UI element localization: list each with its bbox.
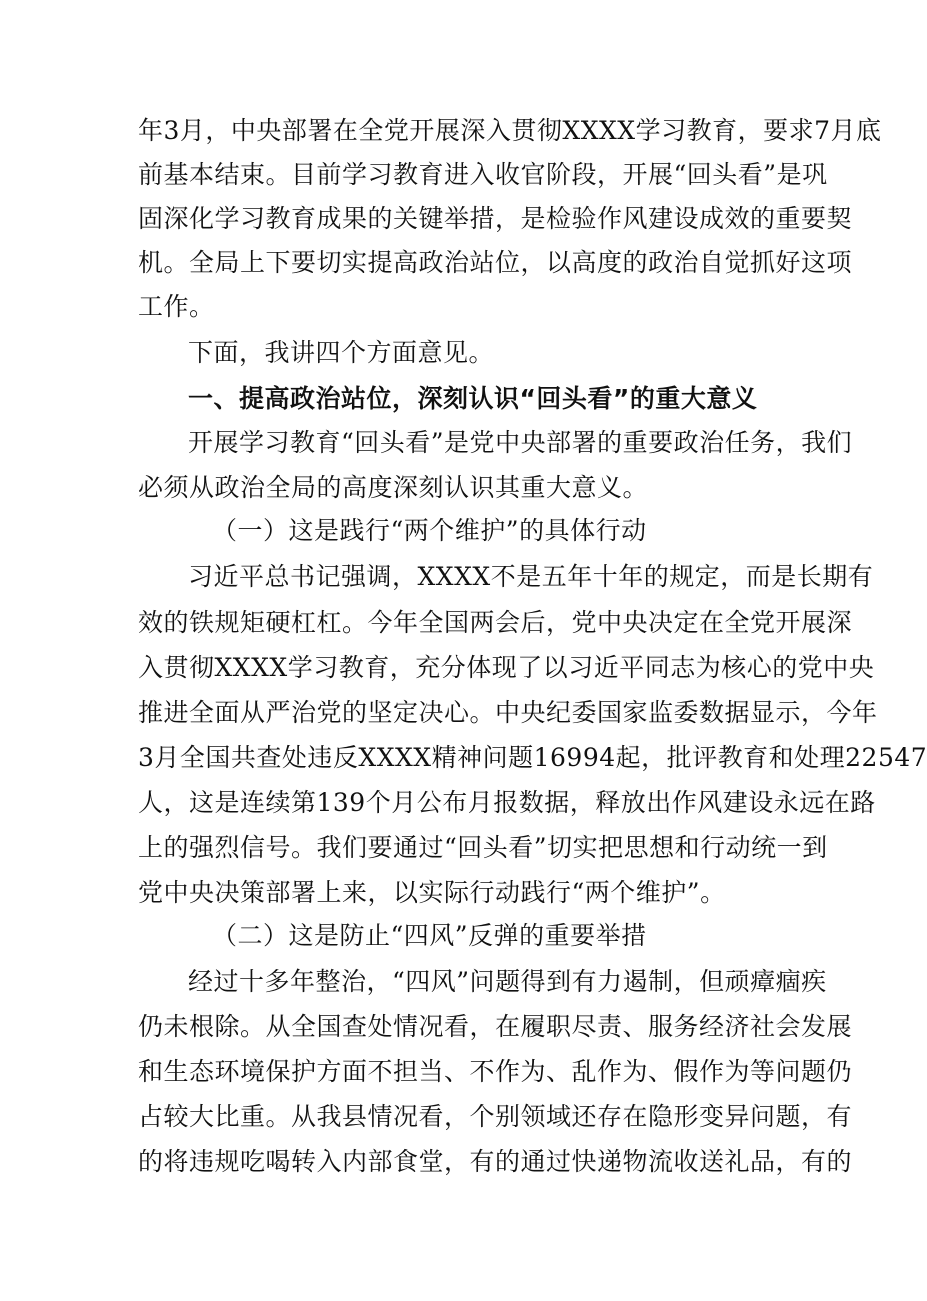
paragraph-line: 效的铁规矩硬杠杠。今年全国两会后，党中央决定在全党开展深	[138, 608, 853, 637]
paragraph-line: 人，这是连续第139个月公布月报数据，释放出作风建设永远在路	[138, 788, 876, 817]
paragraph-line: 机。全局上下要切实提高政治站位，以高度的政治自觉抓好这项	[138, 248, 853, 277]
paragraph-line: 仍未根除。从全国查处情况看，在履职尽责、服务经济社会发展	[138, 1012, 853, 1041]
paragraph-line: 工作。	[138, 292, 215, 321]
paragraph-line: 党中央决策部署上来，以实际行动践行“两个维护”。	[138, 878, 726, 907]
paragraph-line: 年3月，中央部署在全党开展深入贯彻XXXX学习教育，要求7月底	[138, 116, 882, 145]
paragraph-line: 前基本结束。目前学习教育进入收官阶段，开展“回头看”是巩	[138, 160, 828, 189]
paragraph-line: 的将违规吃喝转入内部食堂，有的通过快递物流收送礼品，有的	[138, 1147, 853, 1176]
paragraph-line: 习近平总书记强调，XXXX不是五年十年的规定，而是长期有	[188, 562, 874, 591]
paragraph-line: 必须从政治全局的高度深刻认识其重大意义。	[138, 473, 649, 502]
subsection-heading: （二）这是防止“四风”反弹的重要举措	[212, 921, 647, 950]
paragraph-line: 固深化学习教育成果的关键举措，是检验作风建设成效的重要契	[138, 204, 853, 233]
paragraph-line: 推进全面从严治党的坚定决心。中央纪委国家监委数据显示，今年	[138, 698, 878, 727]
paragraph-line: 和生态环境保护方面不担当、不作为、乱作为、假作为等问题仍	[138, 1057, 853, 1086]
paragraph-line: 3月全国共查处违反XXXX精神问题16994起，批评教育和处理22547	[138, 743, 927, 772]
paragraph-line: 上的强烈信号。我们要通过“回头看”切实把思想和行动统一到	[138, 833, 828, 862]
paragraph-line: 开展学习教育“回头看”是党中央部署的重要政治任务，我们	[188, 428, 853, 457]
subsection-heading: （一）这是践行“两个维护”的具体行动	[212, 516, 647, 545]
paragraph-line: 入贯彻XXXX学习教育，充分体现了以习近平同志为核心的党中央	[138, 653, 875, 682]
paragraph-line: 经过十多年整治，“四风”问题得到有力遏制，但顽瘴痼疾	[188, 967, 827, 996]
paragraph-line: 占较大比重。从我县情况看，个别领域还存在隐形变异问题，有	[138, 1102, 853, 1131]
section-heading: 一、提高政治站位，深刻认识“回头看”的重大意义	[188, 384, 758, 413]
paragraph-line: 下面，我讲四个方面意见。	[188, 338, 495, 367]
